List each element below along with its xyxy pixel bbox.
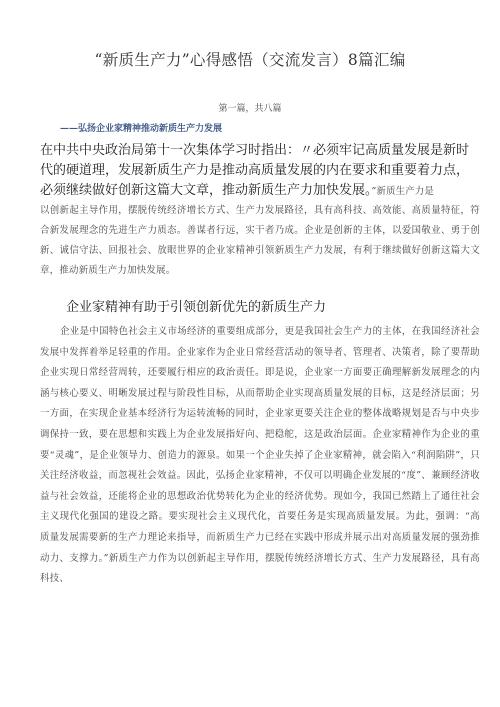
subtitle: ——弘扬企业家精神推动新质生产力发展	[60, 124, 223, 134]
lead-paragraph	[40, 141, 480, 202]
body-text: 企业是中国特色社会主义市场经济的重要组成部分，更是我国社会生产力的主体，在我国经济社会发展中发挥着举足轻重的作用。企业家作为企业日常经营活动的领导者、管理者、决策者，除了要帮助企业实现日常经营周转，还要履行相应的政治责任。即是说，企业家一方面要正确理解新发展理念的内涵与核心要义、明晰发展过程与阶段性目标，从而帮助企业实现高质量发展的目标，这是经济层面；另一方面，在实现企业基本经济行为运转流畅的同时，企业家更要关注企业的整体战略规划是否与中央步调保持一致，要在思想和实践上为企业发展指好向、把稳舵，这是政治层面。企业家精神作为企业的重要“灵魂”，是企业领导力、创造力的源泉。如果一个企业失掉了企业家精神，就会陷入“利润陷阱”，只关注经济收益，而忽视社会效益。因此，弘扬企业家精神，不仅可以明确企业发展的“度”、兼顾经济收益与社会效益，还能将企业的思想政治优势转化为企业的经济优势。现如今，我国已然踏上了通往社会主义现代化强国的建设之路。要实现社会主义现代化，首要任务是实现高质量发展。为此，强调：“高质量发展需要新的生产力理论来指导，而新质生产力已经在实践中形成并展示出对高质量发展的强劲推动力、支撑力。”新质生产力作为以创新起主导作用，摆脱传统经济增长方式、生产力发展路径，具有高科技、	[40, 326, 480, 585]
document-title: “新质生产力”心得感悟（交流发言）8篇汇编	[94, 51, 406, 69]
section-label: 第一篇，共八篇	[218, 104, 282, 114]
section-heading: 企业家精神有助于引领创新优先的新质生产力	[66, 300, 327, 315]
lead-small-text: ”新质生产力是	[371, 186, 434, 197]
lead-large-text: 在中共中央政治局第十一次集体学习时指出：〃必须牢记高质量发展是新时代的硬道理，发展新质生产力是推动高质量发展的内在要求和重要着力点，必须继续做好创新这篇大文章，推动新质生产力加快发展。	[40, 143, 470, 198]
body-paragraph	[40, 322, 480, 590]
lead-paragraph-continued: 以创新起主导作用，摆脱传统经济增长方式、生产力发展路径，具有高科技、高效能、高质量特征，符合新发展理念的先进生产力质态。善谋者行远，实干者乃成。企业是创新的主体，以爱国敬业、勇于创新、诚信守法、回报社会、放眼世界的企业家精神引领新质生产力发展，有利于继续做好创新这篇大文章，推动新质生产力加快发展。	[40, 205, 480, 276]
